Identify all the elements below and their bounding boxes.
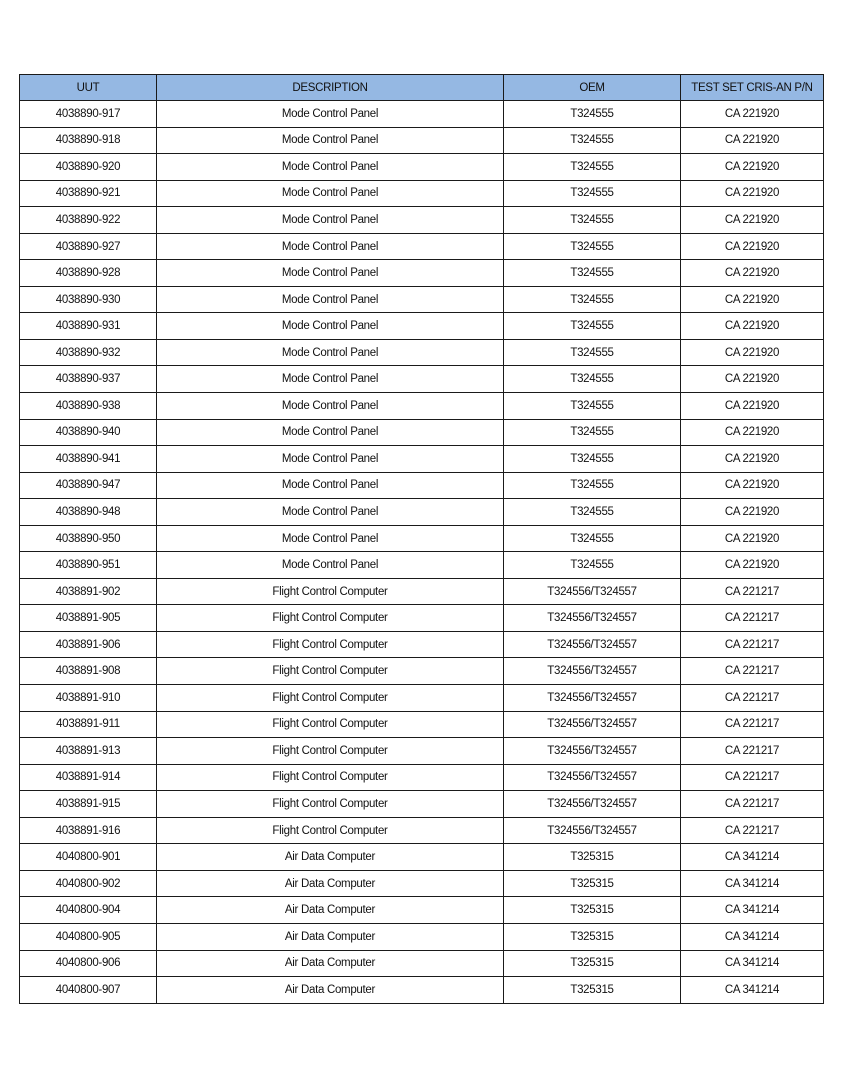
cell-uut: 4038890-941 [20, 446, 157, 473]
cell-oem: T325315 [504, 897, 681, 924]
cell-test-set: CA 221920 [681, 499, 824, 526]
cell-test-set: CA 221920 [681, 127, 824, 154]
cell-oem: T324555 [504, 207, 681, 234]
cell-uut: 4038891-902 [20, 578, 157, 605]
header-row [20, 75, 824, 101]
table-row [20, 180, 824, 207]
cell-description: Mode Control Panel [157, 313, 504, 340]
cell-description: Flight Control Computer [157, 711, 504, 738]
table-row [20, 525, 824, 552]
cell-uut: 4038890-920 [20, 154, 157, 181]
cell-oem: T324556/T324557 [504, 764, 681, 791]
cell-oem: T324555 [504, 127, 681, 154]
cell-test-set: CA 221217 [681, 685, 824, 712]
cell-uut: 4038891-910 [20, 685, 157, 712]
cell-uut: 4038890-917 [20, 101, 157, 128]
cell-oem: T324555 [504, 339, 681, 366]
cell-description: Flight Control Computer [157, 817, 504, 844]
cell-test-set: CA 221920 [681, 472, 824, 499]
cell-uut: 4038890-928 [20, 260, 157, 287]
table-row [20, 101, 824, 128]
cell-uut: 4040800-907 [20, 977, 157, 1004]
table-row [20, 499, 824, 526]
cell-oem: T324555 [504, 233, 681, 260]
table-row [20, 552, 824, 579]
cell-uut: 4038891-908 [20, 658, 157, 685]
cell-description: Mode Control Panel [157, 419, 504, 446]
cell-test-set: CA 341214 [681, 897, 824, 924]
cell-description: Flight Control Computer [157, 578, 504, 605]
cell-description: Flight Control Computer [157, 658, 504, 685]
cell-test-set: CA 221920 [681, 233, 824, 260]
cell-description: Mode Control Panel [157, 339, 504, 366]
table-row [20, 711, 824, 738]
table-row [20, 393, 824, 420]
cell-description: Mode Control Panel [157, 127, 504, 154]
cell-uut: 4040800-905 [20, 923, 157, 950]
cell-uut: 4040800-906 [20, 950, 157, 977]
header-description: DESCRIPTION [157, 75, 504, 101]
cell-oem: T324555 [504, 472, 681, 499]
table-row [20, 472, 824, 499]
cell-test-set: CA 221920 [681, 446, 824, 473]
cell-oem: T324555 [504, 446, 681, 473]
table-row [20, 923, 824, 950]
cell-description: Mode Control Panel [157, 207, 504, 234]
cell-oem: T324555 [504, 366, 681, 393]
cell-description: Mode Control Panel [157, 180, 504, 207]
table-row [20, 764, 824, 791]
table-row [20, 791, 824, 818]
table-row [20, 313, 824, 340]
table-row [20, 844, 824, 871]
cell-uut: 4038890-918 [20, 127, 157, 154]
cell-uut: 4040800-902 [20, 870, 157, 897]
cell-uut: 4040800-904 [20, 897, 157, 924]
cell-description: Mode Control Panel [157, 552, 504, 579]
cell-uut: 4038890-947 [20, 472, 157, 499]
cell-test-set: CA 221217 [681, 738, 824, 765]
cell-description: Air Data Computer [157, 977, 504, 1004]
cell-test-set: CA 341214 [681, 870, 824, 897]
cell-test-set: CA 341214 [681, 950, 824, 977]
cell-oem: T324556/T324557 [504, 631, 681, 658]
table-row [20, 870, 824, 897]
cell-oem: T324555 [504, 286, 681, 313]
cell-description: Mode Control Panel [157, 101, 504, 128]
parts-table-container [19, 74, 823, 1004]
table-row [20, 658, 824, 685]
cell-test-set: CA 221217 [681, 711, 824, 738]
cell-test-set: CA 221217 [681, 605, 824, 632]
cell-test-set: CA 221920 [681, 286, 824, 313]
cell-description: Mode Control Panel [157, 446, 504, 473]
cell-test-set: CA 221217 [681, 631, 824, 658]
cell-oem: T324556/T324557 [504, 685, 681, 712]
table-row [20, 977, 824, 1004]
cell-uut: 4038890-948 [20, 499, 157, 526]
table-row [20, 154, 824, 181]
cell-description: Mode Control Panel [157, 499, 504, 526]
table-row [20, 233, 824, 260]
cell-oem: T324556/T324557 [504, 578, 681, 605]
cell-test-set: CA 221217 [681, 817, 824, 844]
cell-uut: 4038890-931 [20, 313, 157, 340]
cell-oem: T324555 [504, 260, 681, 287]
cell-test-set: CA 221920 [681, 313, 824, 340]
cell-uut: 4038890-938 [20, 393, 157, 420]
table-row [20, 127, 824, 154]
cell-test-set: CA 221920 [681, 366, 824, 393]
cell-uut: 4038890-927 [20, 233, 157, 260]
cell-test-set: CA 221217 [681, 764, 824, 791]
cell-oem: T324555 [504, 393, 681, 420]
cell-oem: T324556/T324557 [504, 817, 681, 844]
cell-oem: T324556/T324557 [504, 658, 681, 685]
cell-description: Mode Control Panel [157, 393, 504, 420]
cell-uut: 4038890-930 [20, 286, 157, 313]
header-test-set: TEST SET CRIS-AN P/N [681, 75, 824, 101]
cell-uut: 4038891-911 [20, 711, 157, 738]
cell-oem: T324555 [504, 313, 681, 340]
cell-test-set: CA 221920 [681, 525, 824, 552]
cell-description: Mode Control Panel [157, 233, 504, 260]
cell-uut: 4038891-905 [20, 605, 157, 632]
cell-uut: 4038891-915 [20, 791, 157, 818]
header-oem: OEM [504, 75, 681, 101]
cell-test-set: CA 221217 [681, 578, 824, 605]
cell-uut: 4038891-913 [20, 738, 157, 765]
cell-test-set: CA 221920 [681, 419, 824, 446]
cell-description: Air Data Computer [157, 870, 504, 897]
table-row [20, 286, 824, 313]
cell-description: Flight Control Computer [157, 605, 504, 632]
table-row [20, 419, 824, 446]
cell-description: Flight Control Computer [157, 791, 504, 818]
cell-description: Flight Control Computer [157, 631, 504, 658]
cell-oem: T325315 [504, 950, 681, 977]
cell-description: Flight Control Computer [157, 685, 504, 712]
cell-test-set: CA 341214 [681, 923, 824, 950]
table-row [20, 366, 824, 393]
cell-test-set: CA 221920 [681, 101, 824, 128]
cell-oem: T324555 [504, 180, 681, 207]
cell-uut: 4038890-932 [20, 339, 157, 366]
table-row [20, 950, 824, 977]
table-row [20, 578, 824, 605]
cell-uut: 4038890-951 [20, 552, 157, 579]
cell-test-set: CA 341214 [681, 844, 824, 871]
table-row [20, 738, 824, 765]
cell-uut: 4038891-906 [20, 631, 157, 658]
cell-oem: T324555 [504, 499, 681, 526]
cell-description: Flight Control Computer [157, 764, 504, 791]
cell-uut: 4038890-950 [20, 525, 157, 552]
table-header [20, 75, 824, 101]
cell-test-set: CA 221920 [681, 339, 824, 366]
cell-description: Mode Control Panel [157, 525, 504, 552]
cell-oem: T324555 [504, 552, 681, 579]
table-row [20, 631, 824, 658]
cell-uut: 4038890-921 [20, 180, 157, 207]
table-row [20, 260, 824, 287]
cell-description: Mode Control Panel [157, 472, 504, 499]
table-row [20, 339, 824, 366]
cell-description: Flight Control Computer [157, 738, 504, 765]
cell-test-set: CA 221217 [681, 791, 824, 818]
cell-oem: T324556/T324557 [504, 738, 681, 765]
cell-oem: T325315 [504, 977, 681, 1004]
cell-description: Mode Control Panel [157, 366, 504, 393]
cell-oem: T324555 [504, 419, 681, 446]
parts-table [19, 74, 824, 1004]
table-row [20, 817, 824, 844]
cell-test-set: CA 221920 [681, 393, 824, 420]
cell-oem: T325315 [504, 844, 681, 871]
cell-test-set: CA 221920 [681, 154, 824, 181]
table-row [20, 207, 824, 234]
cell-oem: T324556/T324557 [504, 605, 681, 632]
cell-test-set: CA 221920 [681, 180, 824, 207]
cell-test-set: CA 221217 [681, 658, 824, 685]
cell-test-set: CA 341214 [681, 977, 824, 1004]
table-row [20, 897, 824, 924]
cell-uut: 4038891-914 [20, 764, 157, 791]
cell-oem: T325315 [504, 870, 681, 897]
header-uut: UUT [20, 75, 157, 101]
table-row [20, 446, 824, 473]
cell-uut: 4038890-937 [20, 366, 157, 393]
cell-uut: 4038891-916 [20, 817, 157, 844]
cell-description: Air Data Computer [157, 844, 504, 871]
cell-description: Mode Control Panel [157, 286, 504, 313]
cell-description: Air Data Computer [157, 950, 504, 977]
cell-description: Air Data Computer [157, 923, 504, 950]
cell-test-set: CA 221920 [681, 260, 824, 287]
cell-test-set: CA 221920 [681, 552, 824, 579]
cell-uut: 4040800-901 [20, 844, 157, 871]
cell-oem: T325315 [504, 923, 681, 950]
cell-uut: 4038890-940 [20, 419, 157, 446]
table-body [20, 101, 824, 1004]
table-row [20, 605, 824, 632]
cell-oem: T324555 [504, 101, 681, 128]
cell-description: Air Data Computer [157, 897, 504, 924]
cell-oem: T324556/T324557 [504, 711, 681, 738]
cell-description: Mode Control Panel [157, 154, 504, 181]
cell-uut: 4038890-922 [20, 207, 157, 234]
table-row [20, 685, 824, 712]
cell-test-set: CA 221920 [681, 207, 824, 234]
cell-oem: T324555 [504, 525, 681, 552]
cell-description: Mode Control Panel [157, 260, 504, 287]
cell-oem: T324556/T324557 [504, 791, 681, 818]
cell-oem: T324555 [504, 154, 681, 181]
